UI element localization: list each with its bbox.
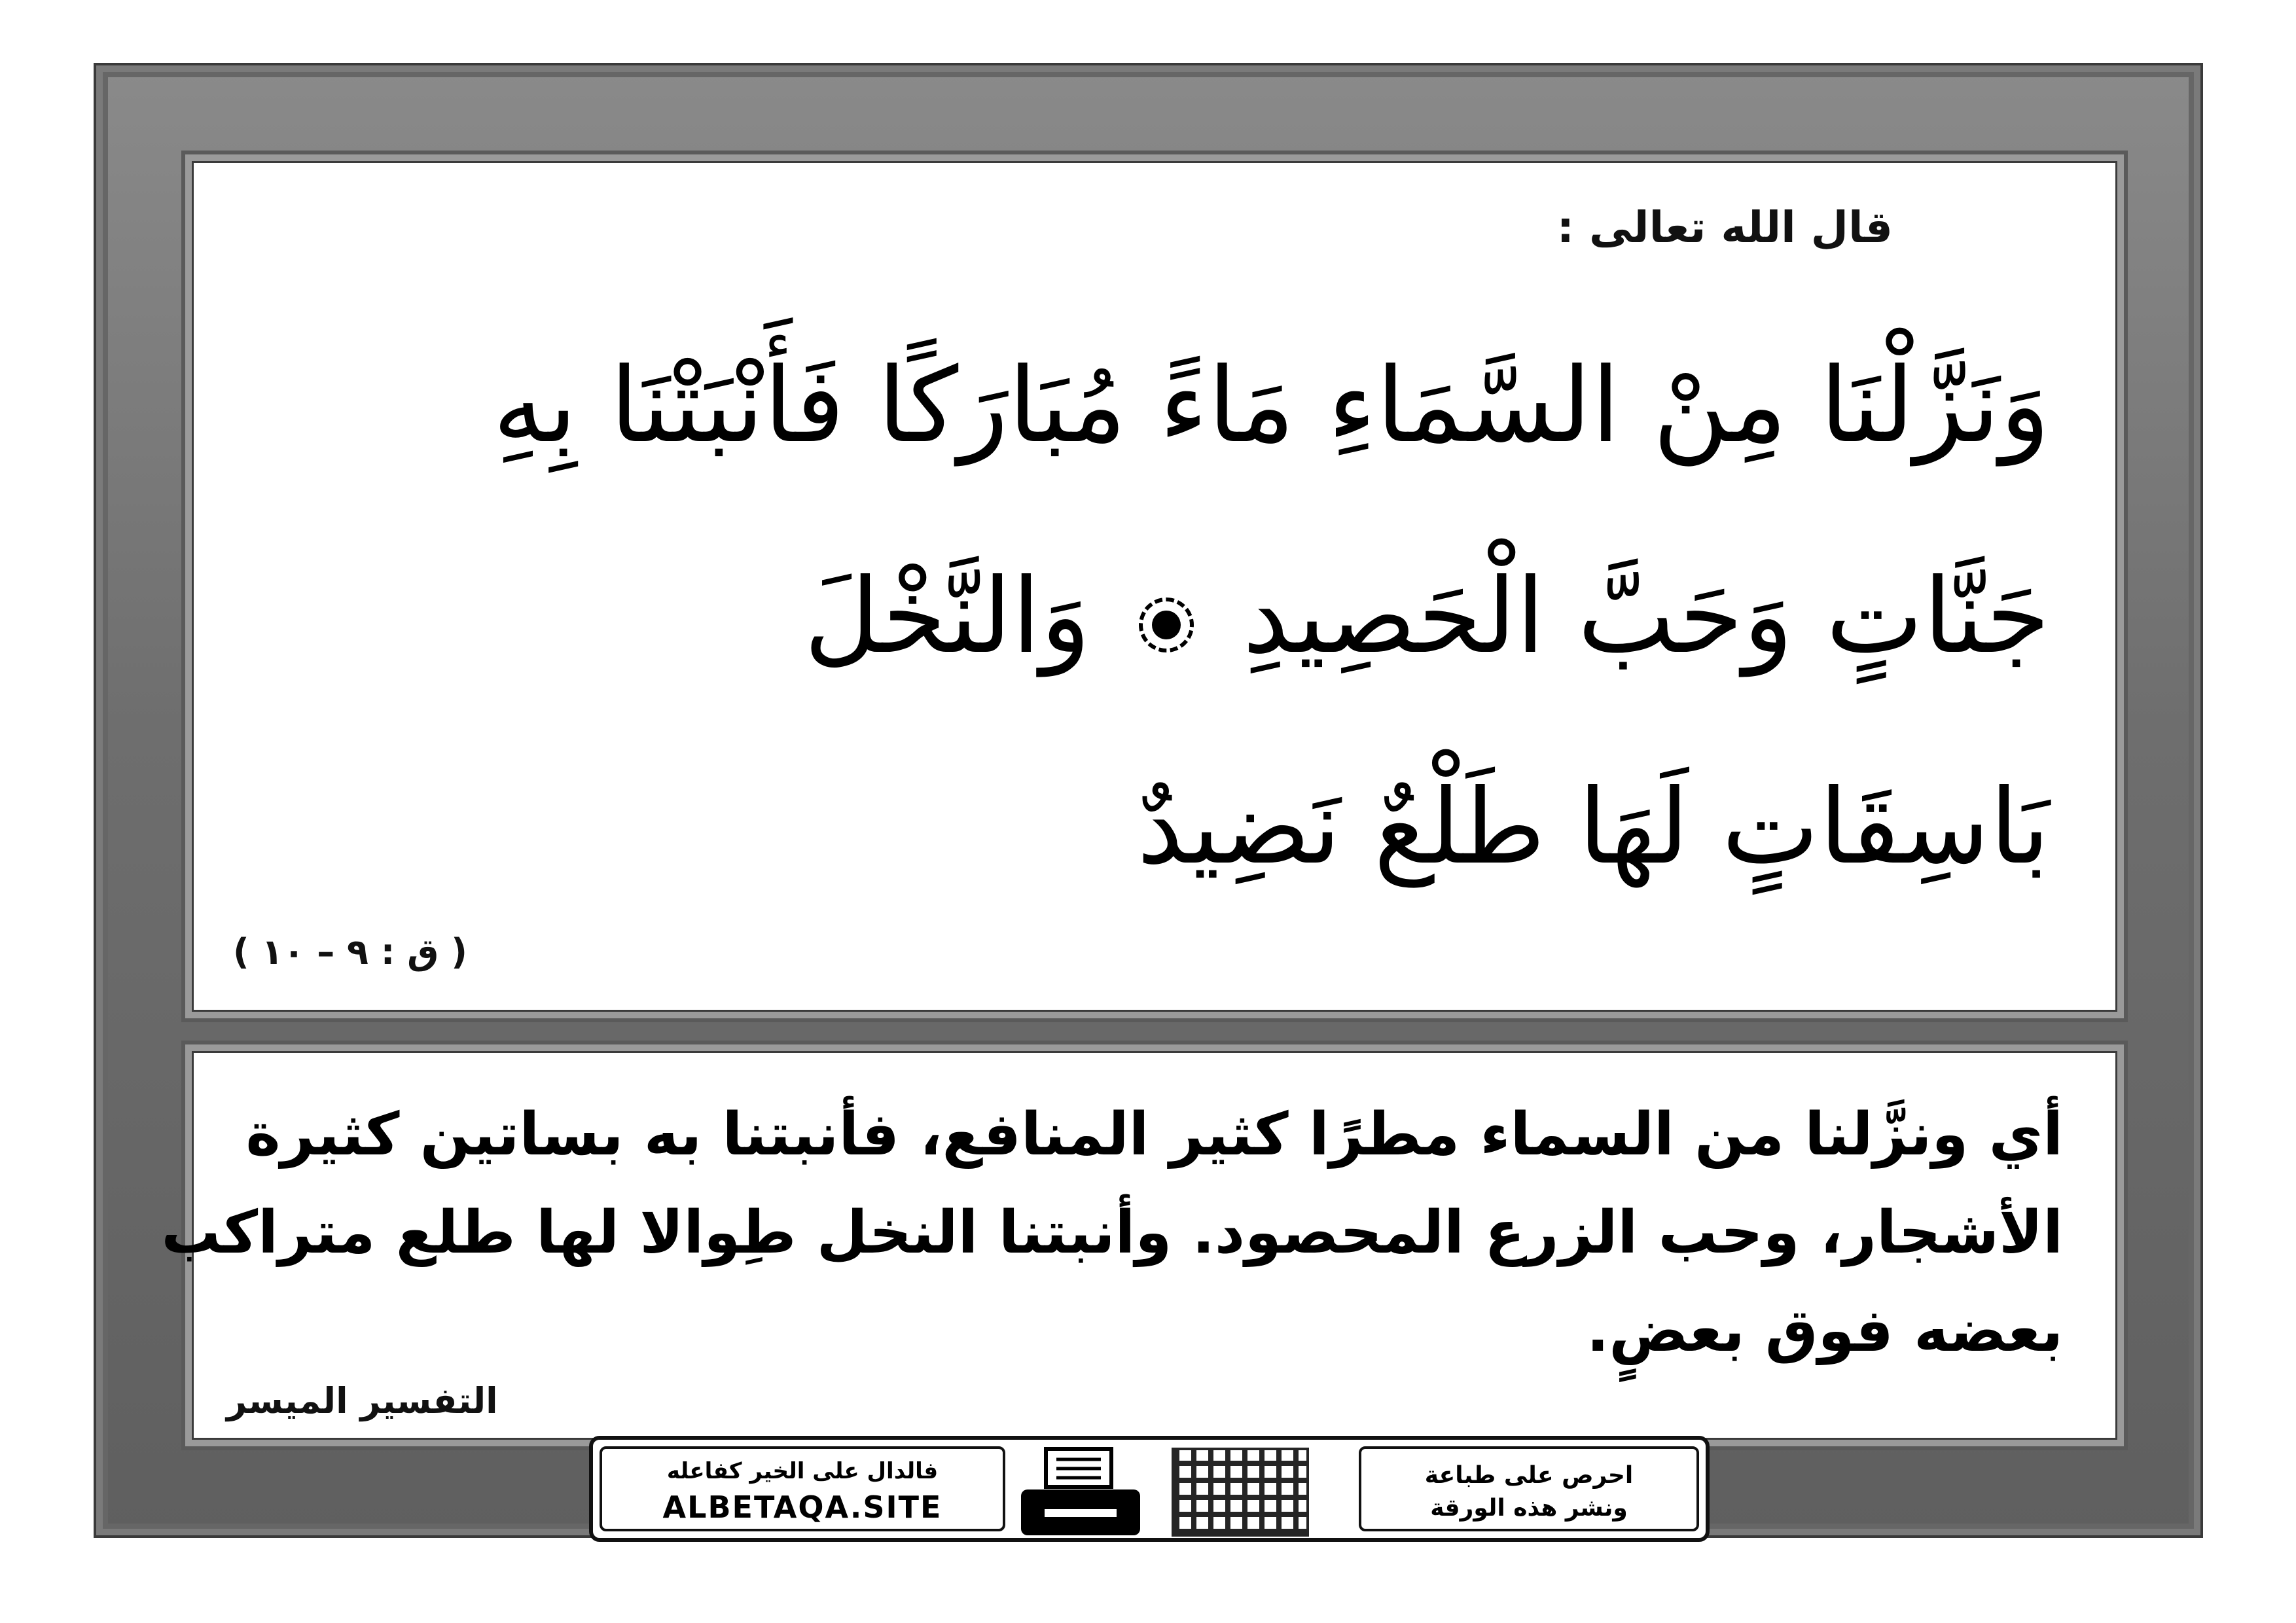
footer-site-link[interactable]: ALBETAQA.SITE: [662, 1489, 942, 1525]
verse-line-2-part-b: وَالنَّخْلَ: [804, 556, 1091, 677]
footer-print-line-1: احرص على طباعة: [1424, 1462, 1634, 1489]
tafsir-panel: [161, 1051, 2117, 1440]
tafsir-source: التفسير الميسر: [226, 1380, 498, 1421]
tafsir-line-3: بعضه فوق بعضٍ.: [1587, 1296, 2063, 1365]
verse-text: [266, 300, 2050, 933]
verse-line-2: [266, 511, 2050, 722]
footer-motto: فالدال على الخير كفاعله: [666, 1458, 939, 1484]
footer-bar: [589, 1436, 1710, 1542]
printer-icon: [1018, 1446, 1143, 1538]
tafsir-line-2: الأشجار، وحب الزرع المحصود. وأنبتنا النخل طِوالا لها طلع متراكب: [161, 1198, 2063, 1267]
verse-line-2-part-a: جَنَّاتٍ وَحَبَّ الْحَصِيدِ: [1242, 556, 2050, 677]
footer-print-line-2: ونشر هذه الورقة: [1430, 1495, 1628, 1522]
verse-panel: [192, 161, 2117, 1012]
footer-site-box: [600, 1446, 1005, 1531]
ayah-end-icon: [1139, 597, 1194, 652]
logo: [1172, 1448, 1309, 1537]
verse-reference: ( ق : ٩ – ١٠ ): [233, 931, 467, 972]
tafsir-text: [161, 1086, 2063, 1380]
verse-line-1: وَنَزَّلْنَا مِنْ السَّمَاءِ مَاءً مُبَارَكًا فَأَنْبَتْنَا بِهِ: [492, 346, 2050, 466]
verse-line-3: بَاسِقَاتٍ لَهَا طَلْعٌ نَضِيدٌ: [1137, 767, 2050, 887]
tafsir-line-1: أي ونزَّلنا من السماء مطرًا كثير المنافع، فأنبتنا به بساتين كثيرة: [245, 1100, 2063, 1169]
footer-print-box: [1359, 1446, 1699, 1531]
verse-intro: قال الله تعالى :: [1556, 202, 1893, 253]
